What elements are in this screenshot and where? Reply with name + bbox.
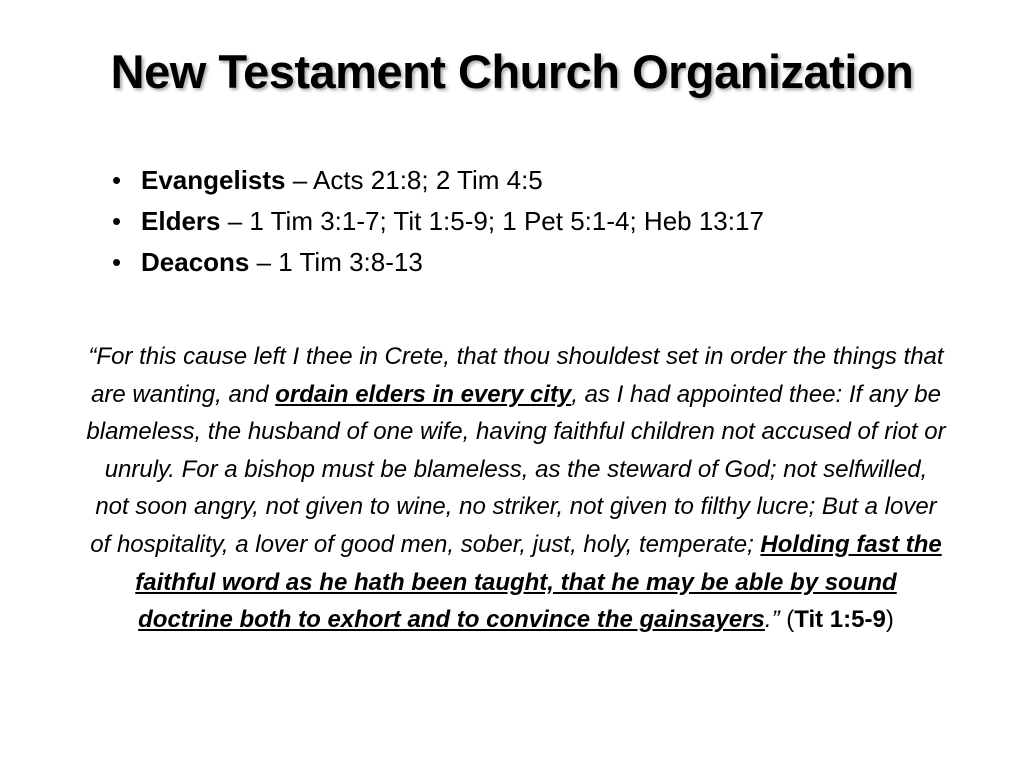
quote-highlight: Holding fast the faithful word as he hath been taught, that he may be able by sound doctrine both to exhort and to convince the gainsayers: [135, 530, 942, 634]
reference-paren-close: ): [885, 606, 894, 634]
scripture-reference: [780, 606, 894, 633]
reference-text: Tit 1:5-9: [794, 606, 886, 634]
bullet-icon: •: [112, 206, 122, 236]
slide-title: New Testament Church Organization: [110, 45, 914, 98]
quote-highlight: ordain elders in every city: [275, 380, 572, 408]
bullet-item-evangelists: [112, 160, 932, 201]
bullet-term: Deacons: [141, 247, 250, 277]
quote-text: , as I had appointed thee: If any be blameless, the husband of one wife, having faithful children not accused of riot or unruly. For a bishop must be blameless, as the steward of God; not selfwilled, not soon angry, not given to wine, no striker, not given to filthy lucre; But a lover of hospitality, a lover of good men, sober, just, holy, temperate;: [86, 380, 946, 558]
bullet-icon: •: [112, 165, 122, 195]
reference-paren-open: (: [779, 606, 795, 634]
bullet-term: Evangelists: [141, 165, 286, 195]
bullet-refs: – 1 Tim 3:8-13: [249, 247, 423, 277]
bullet-refs: – 1 Tim 3:1-7; Tit 1:5-9; 1 Pet 5:1-4; Heb 13:17: [220, 206, 764, 236]
bullet-refs: – Acts 21:8; 2 Tim 4:5: [285, 165, 543, 195]
quote-text: “For this cause left I thee in Crete, that thou shouldest set in order the things that are wanting, and: [88, 343, 944, 408]
bullet-list: [112, 160, 932, 283]
bullet-item-elders: [112, 201, 932, 242]
scripture-quote: [86, 338, 946, 639]
bullet-item-deacons: [112, 242, 932, 283]
bullet-icon: •: [112, 247, 122, 277]
bullet-term: Elders: [141, 206, 221, 236]
quote-text: .”: [764, 606, 780, 634]
